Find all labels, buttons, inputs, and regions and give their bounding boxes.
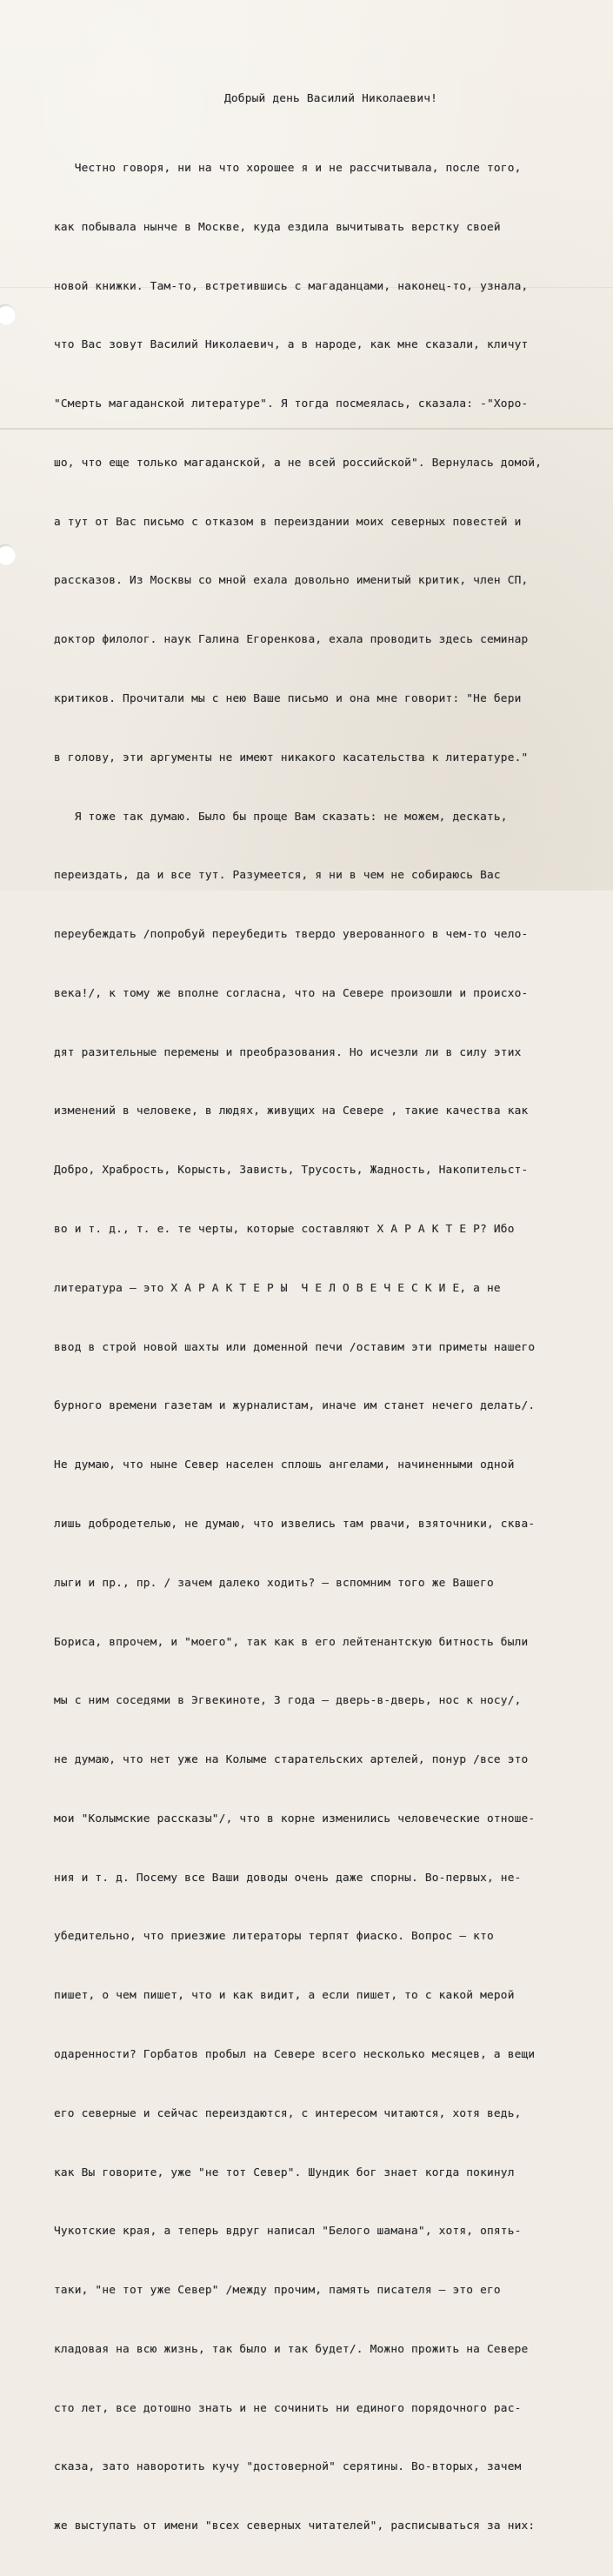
letter-line: Не думаю, что ныне Север населен сплошь ангелами, начиненными одной: [54, 1458, 515, 1472]
letter-line: "Смерть магаданской литературе". Я тогда посмеялась, сказала: -"Хоро-: [54, 397, 529, 411]
letter-line: Я тоже так думаю. Было бы проще Вам сказать: не можем, дескать,: [54, 810, 508, 824]
letter-line: во и т. д., т. е. те черты, которые составляют Х А Р А К Т Е Р? Ибо: [54, 1223, 515, 1237]
punch-hole: [0, 544, 16, 565]
letter-line: критиков. Прочитали мы с нею Ваше письмо и она мне говорит: "Не бери: [54, 692, 522, 705]
letter-line: пишет, о чем пишет, что и как видит, а если пишет, то с какой мерой: [54, 1989, 515, 2003]
letter-line: Честно говоря, ни на что хорошее я и не рассчитывала, после того,: [54, 161, 522, 175]
letter-line: рассказов. Из Москвы со мной ехала довольно именитый критик, член СП,: [54, 574, 529, 588]
letter-line: как побывала нынче в Москве, куда ездила вычитывать верстку своей: [54, 220, 501, 234]
letter-line: а тут от Вас письмо с отказом в переиздании моих северных повестей и: [54, 515, 522, 529]
letter-line: Добро, Храбрость, Корысть, Зависть, Трусость, Жадность, Накопительст-: [54, 1164, 529, 1178]
letter-line: мои "Колымские рассказы"/, что в корне изменились человеческие отноше-: [54, 1812, 536, 1825]
letter-line: шо, что еще только магаданской, а не всей российской". Вернулась домой,: [54, 456, 543, 470]
letter-line: доктор филолог. наук Галина Егоренкова, ехала проводить здесь семинар: [54, 633, 529, 647]
letter-line: что Вас зовут Василий Николаевич, а в народе, как мне сказали, кличут: [54, 338, 529, 352]
letter-line: убедительно, что приезжие литераторы терпят фиаско. Вопрос — кто: [54, 1930, 494, 1944]
letter-line: переиздать, да и все тут. Разумеется, я ни в чем не собираюсь Вас: [54, 869, 501, 883]
punch-hole: [0, 304, 16, 325]
letter-line: его северные и сейчас переиздаются, с интересом читаются, хотя ведь,: [54, 2106, 522, 2120]
letter-greeting: Добрый день Василий Николаевич!: [224, 92, 438, 106]
letter-line: литература — это Х А Р А К Т Е Р Ы Ч Е Л О В Е Ч Е С К И Е, а не: [54, 1281, 501, 1295]
letter-line: мы с ним соседями в Эгвекиноте, 3 года — дверь-в-дверь, нос к носу/,: [54, 1694, 522, 1708]
letter-line: таки, "не тот уже Север" /между прочим, память писателя — это его: [54, 2284, 501, 2298]
letter-body: [54, 50, 610, 2576]
letter-line: не думаю, что нет уже на Колыме старательских артелей, понур /все это: [54, 1753, 529, 1767]
letter-line: лишь добродетелью, не думаю, что извелись там рвачи, взяточники, сква-: [54, 1517, 536, 1531]
letter-line: новой книжки. Там-то, встретившись с магаданцами, наконец-то, узнала,: [54, 279, 529, 293]
letter-line: Чукотские края, а теперь вдруг написал "Белого шамана", хотя, опять-: [54, 2225, 522, 2239]
letter-line: дят разительные перемены и преобразования. Но исчезли ли в силу этих: [54, 1045, 522, 1059]
letter-line: переубеждать /попробуй переубедить твердо уверованного в чем-то чело-: [54, 928, 529, 942]
letter-line: кладовая на всю жизнь, так было и так будет/. Можно прожить на Севере: [54, 2342, 529, 2356]
letter-line: бурного времени газетам и журналистам, иначе им станет нечего делать/.: [54, 1399, 536, 1413]
letter-line: лыги и пр., пр. / зачем далеко ходить? — вспомним того же Вашего: [54, 1576, 494, 1590]
letter-line: сто лет, все дотошно знать и не сочинить ни единого порядочного рас-: [54, 2401, 522, 2415]
letter-line: как Вы говорите, уже "не тот Север". Шундик бог знает когда покинул: [54, 2166, 515, 2179]
letter-line: изменений в человеке, в людях, живущих на Севере , такие качества как: [54, 1104, 529, 1118]
letter-line: сказа, зато наворотить кучу "достоверной" серятины. Во-вторых, зачем: [54, 2460, 522, 2474]
letter-line: века!/, к тому же вполне согласна, что на Севере произошли и происхо-: [54, 986, 529, 1000]
letter-line: ния и т. д. Посему все Ваши доводы очень даже спорны. Во-первых, не-: [54, 1871, 522, 1885]
letter-line: же выступать от имени "всех северных читателей", расписываться за них:: [54, 2519, 536, 2533]
letter-line: Бориса, впрочем, и "моего", так как в его лейтенантскую битность были: [54, 1635, 529, 1649]
letter-line: ввод в строй новой шахты или доменной печи /оставим эти приметы нашего: [54, 1340, 536, 1354]
letter-line: одаренности? Горбатов пробыл на Севере всего несколько месяцев, а вещи: [54, 2047, 536, 2061]
letter-line: в голову, эти аргументы не имеют никакого касательства к литературе.": [54, 751, 529, 764]
